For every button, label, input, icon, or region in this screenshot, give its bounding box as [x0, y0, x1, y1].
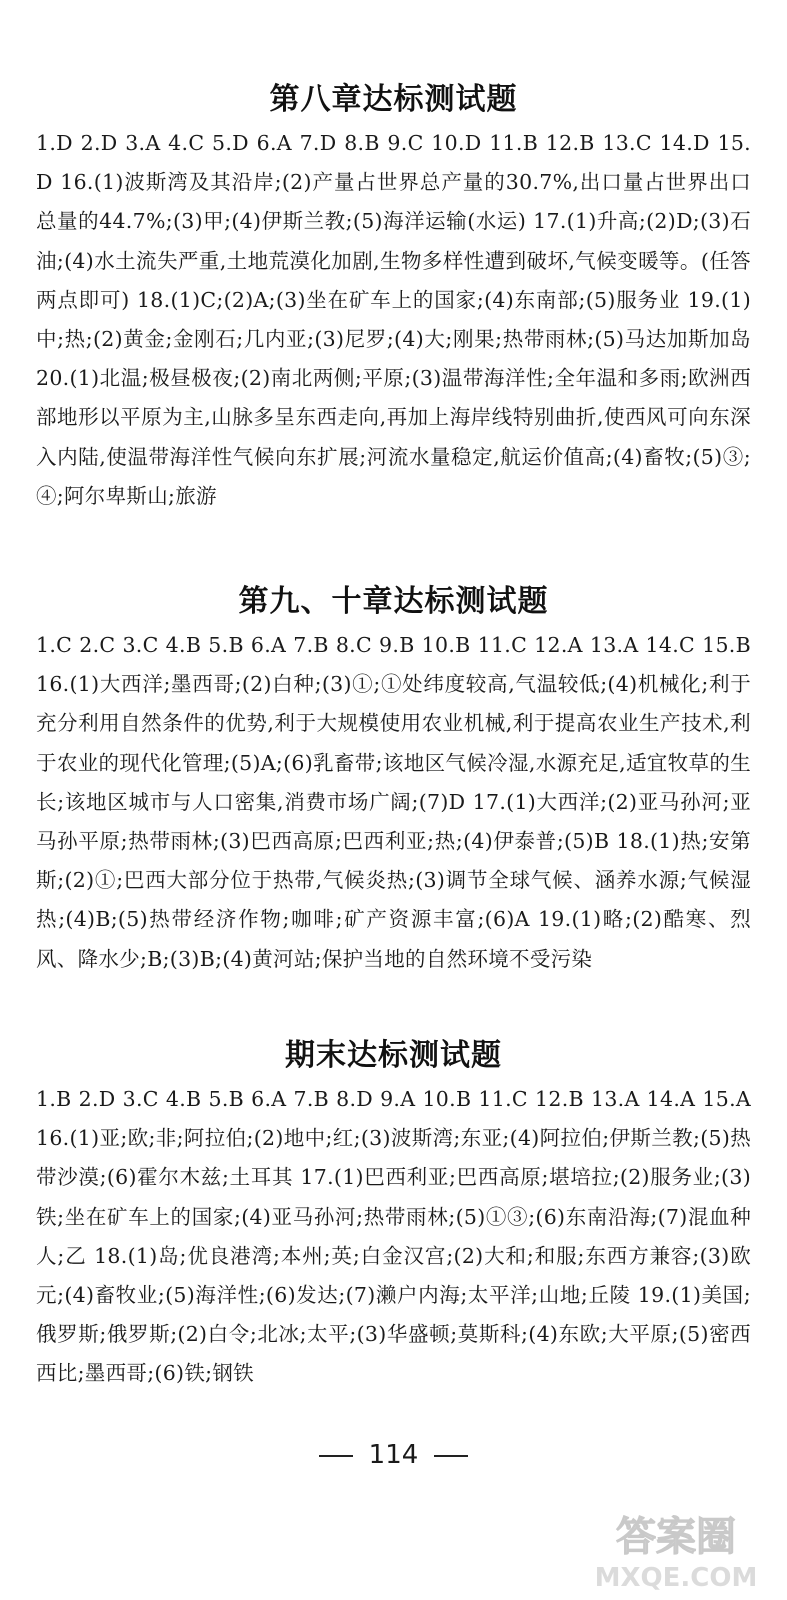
section-title: 期末达标测试题 — [285, 1038, 502, 1073]
section-answers: 1.D 2.D 3.A 4.C 5.D 6.A 7.D 8.B 9.C 10.D 11.B 12.B 13.C 14.D 15.D 16.(1)波斯湾及其沿岸;(2)产量占世界总产量的30.7%,出口量占世界出口总量的44.7%;(3)甲;(4)伊斯兰教;(5)海洋运输(水运) 17.(1)升高;(2)D;(3)石油;(4)水土流失严重,土地荒漠化加剧,生物多样性遭到破坏,气候变暖等。(任答两点即可) 18.(1)C;(2)A;(3)坐在矿车上的国家;(4)东南部;(5)服务业 19.(1)中;热;(2)黄金;金刚石;几内亚;(3)尼罗;(4)大;刚果;热带雨林;(5)马达加斯加岛 20.(1)北温;极昼极夜;(2)南北两侧;平原;(3)温带海洋性;全年温和多雨;欧洲西部地形以平原为主,山脉多呈东西走向,再加上海岸线特别曲折,使西风可向东深入内陆,使温带海洋性气候向东扩展;河流水量稳定,航运价值高;(4)畜牧;(5)③;④;阿尔卑斯山;旅游 — [36, 131, 751, 508]
watermark-text-bottom: MXQE.COM — [594, 1563, 758, 1593]
section-title: 第九、十章达标测试题 — [238, 584, 549, 619]
section-title: 第八章达标测试题 — [269, 82, 518, 117]
page-number — [0, 1440, 787, 1470]
section-answers: 1.B 2.D 3.C 4.B 5.B 6.A 7.B 8.D 9.A 10.B 11.C 12.B 13.A 14.A 15.A 16.(1)亚;欧;非;阿拉伯;(2)地中;红;(3)波斯湾;东亚;(4)阿拉伯;伊斯兰教;(5)热带沙漠;(6)霍尔木兹;土耳其 17.(1)巴西利亚;巴西高原;堪培拉;(2)服务业;(3)铁;坐在矿车上的国家;(4)亚马孙河;热带雨林;(5)①③;(6)东南沿海;(7)混血种人;乙 18.(1)岛;优良港湾;本州;英;白金汉宫;(2)大和;和服;东西方兼容;(3)欧元;(4)畜牧业;(5)海洋性;(6)发达;(7)濑户内海;太平洋;山地;丘陵 19.(1)美国;俄罗斯;俄罗斯;(2)白令;北冰;太平;(3)华盛顿;莫斯科;(4)东欧;大平原;(5)密西西比;墨西哥;(6)铁;钢铁 — [36, 1087, 751, 1386]
section-chapter-9-10 — [0, 576, 787, 979]
watermark-text-top: 答案圈 — [616, 1514, 736, 1560]
watermark-logo — [571, 1500, 781, 1596]
page-number-text: 114 — [368, 1440, 419, 1470]
dash-left — [319, 1455, 353, 1457]
section-answers: 1.C 2.C 3.C 4.B 5.B 6.A 7.B 8.C 9.B 10.B 11.C 12.A 13.A 14.C 15.B 16.(1)大西洋;墨西哥;(2)白种;(3)①;①处纬度较高,气温较低;(4)机械化;利于充分利用自然条件的优势,利于大规模使用农业机械,利于提高农业生产技术,利于农业的现代化管理;(5)A;(6)乳畜带;该地区气候冷湿,水源充足,适宜牧草的生长;该地区城市与人口密集,消费市场广阔;(7)D 17.(1)大西洋;(2)亚马孙河;亚马孙平原;热带雨林;(3)巴西高原;巴西利亚;热;(4)伊泰普;(5)B 18.(1)热;安第斯;(2)①;巴西大部分位于热带,气候炎热;(3)调节全球气候、涵养水源;气候湿热;(4)B;(5)热带经济作物;咖啡;矿产资源丰富;(6)A 19.(1)略;(2)酷寒、烈风、降水少;B;(3)B;(4)黄河站;保护当地的自然环境不受污染 — [36, 633, 751, 971]
section-final-exam — [0, 1030, 787, 1394]
dash-right — [434, 1455, 468, 1457]
section-chapter-8 — [0, 74, 787, 516]
